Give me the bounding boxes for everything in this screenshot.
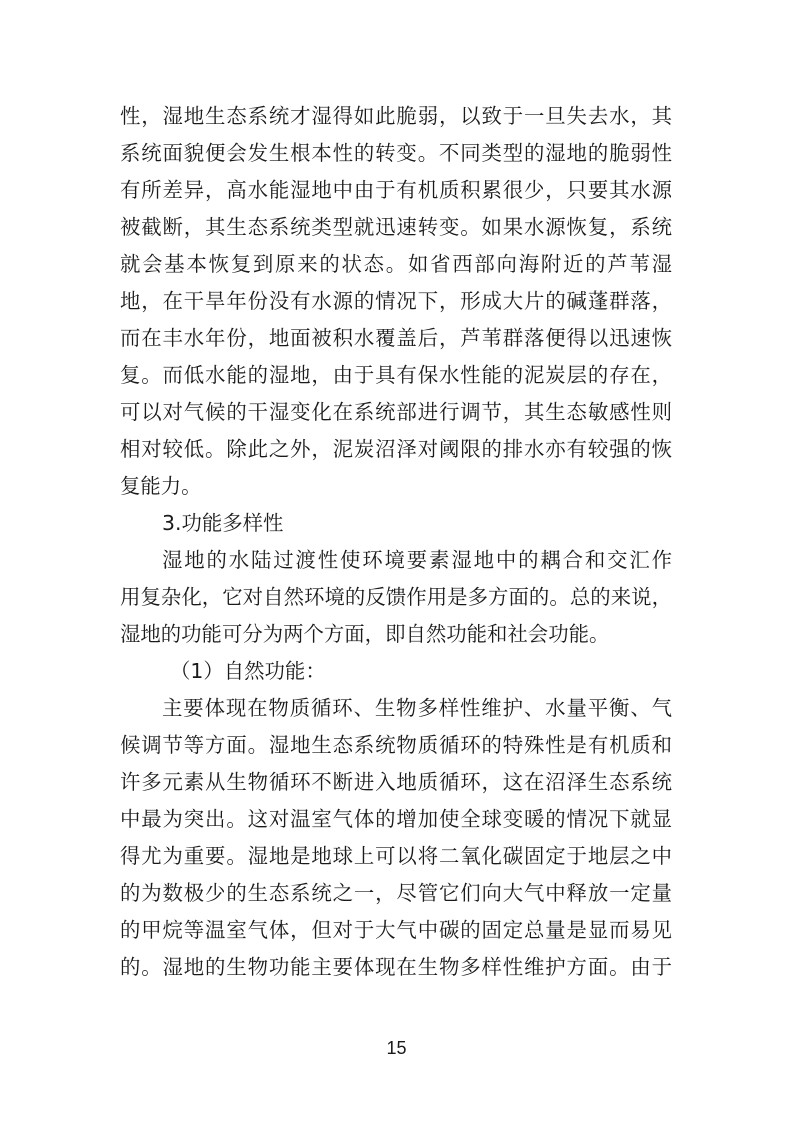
body-text-line: 复。而低水能的湿地，由于具有保水性能的泥炭层的存在， xyxy=(120,363,672,387)
body-text-line: 许多元素从生物循环不断进入地质循环，这在沼泽生态系统 xyxy=(120,770,672,794)
body-text-line: 有所差异，高水能湿地中由于有机质积累很少，只要其水源 xyxy=(120,178,672,202)
body-text-line: 地，在干旱年份没有水源的情况下，形成大片的碱蓬群落， xyxy=(120,289,672,313)
body-text-line: 就会基本恢复到原来的状态。如省西部向海附近的芦苇湿 xyxy=(120,252,672,276)
body-text-line: 性，湿地生态系统才湿得如此脆弱，以致于一旦失去水，其 xyxy=(120,104,672,128)
body-text-line: 可以对气候的干湿变化在系统部进行调节，其生态敏感性则 xyxy=(120,400,672,424)
body-text-line: 得尤为重要。湿地是地球上可以将二氧化碳固定于地层之中 xyxy=(120,844,672,868)
body-text-line: 湿地的水陆过渡性使环境要素湿地中的耦合和交汇作 xyxy=(162,548,672,572)
body-text-line: 的甲烷等温室气体，但对于大气中碳的固定总量是显而易见 xyxy=(120,918,672,942)
body-text-line: 系统面貌便会发生根本性的转变。不同类型的湿地的脆弱性 xyxy=(120,141,672,165)
body-text-line: 而在丰水年份，地面被积水覆盖后，芦苇群落便得以迅速恢 xyxy=(120,326,672,350)
body-text-line: 复能力。 xyxy=(120,474,202,498)
body-text-line: 主要体现在物质循环、生物多样性维护、水量平衡、气 xyxy=(162,696,672,720)
subsection-heading: （1）自然功能： xyxy=(170,659,326,683)
body-text-line: 的。湿地的生物功能主要体现在生物多样性维护方面。由于 xyxy=(120,955,672,979)
section-heading: 3.功能多样性 xyxy=(162,511,284,535)
body-text-line: 被截断，其生态系统类型就迅速转变。如果水源恢复，系统 xyxy=(120,215,672,239)
body-text-line: 用复杂化，它对自然环境的反馈作用是多方面的。总的来说， xyxy=(120,585,672,609)
body-text-line: 湿地的功能可分为两个方面，即自然功能和社会功能。 xyxy=(120,622,610,646)
body-text-line: 中最为突出。这对温室气体的增加使全球变暖的情况下就显 xyxy=(120,807,672,831)
page-number: 15 xyxy=(386,1038,407,1058)
body-text-line: 相对较低。除此之外，泥炭沼泽对阈限的排水亦有较强的恢 xyxy=(120,437,672,461)
body-text-line: 的为数极少的生态系统之一，尽管它们向大气中释放一定量 xyxy=(120,881,672,905)
body-text-line: 候调节等方面。湿地生态系统物质循环的特殊性是有机质和 xyxy=(120,733,672,757)
